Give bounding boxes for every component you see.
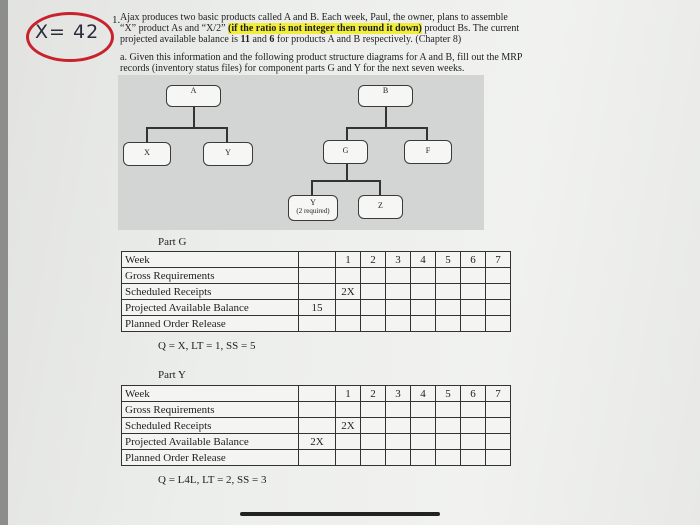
annotation-text: X= 42 bbox=[35, 21, 100, 43]
page-edge bbox=[0, 0, 8, 525]
initial-balance-cell: 2X bbox=[299, 434, 336, 450]
problem-line-2b: product Bs. The current bbox=[421, 23, 520, 34]
node-y: Y bbox=[203, 142, 253, 166]
scheduled-receipt-cell: 2X bbox=[336, 418, 361, 434]
product-structure-diagram bbox=[118, 75, 484, 230]
part-g-mrp-table: Week 1 2 3 4 5 6 7 Gross Requirements Scheduled Receipts 2X Projected Available Balance 15 Planned Order Release bbox=[121, 251, 511, 332]
initial-balance-cell: 15 bbox=[299, 300, 336, 316]
node-f: F bbox=[404, 140, 452, 164]
row-label-week: Week bbox=[122, 386, 299, 402]
part-y-params: Q = L4L, LT = 2, SS = 3 bbox=[158, 474, 267, 486]
problem-line-2 bbox=[120, 23, 519, 34]
problem-line-2a: “X” product As and “X/2” bbox=[120, 23, 229, 34]
row-label-por: Planned Order Release bbox=[122, 450, 299, 466]
row-label-gross: Gross Requirements bbox=[122, 268, 299, 284]
node-x: X bbox=[123, 142, 171, 166]
node-g: G bbox=[323, 140, 368, 164]
part-y-title: Part Y bbox=[158, 369, 187, 381]
problem-line-3b: and bbox=[249, 34, 270, 45]
handwritten-annotation bbox=[26, 12, 114, 62]
balance-b: 6 bbox=[269, 34, 275, 45]
part-g-params: Q = X, LT = 1, SS = 5 bbox=[158, 340, 256, 352]
row-label-week: Week bbox=[122, 252, 299, 268]
problem-number: 1. bbox=[112, 14, 121, 26]
node-a: A bbox=[166, 85, 221, 107]
problem-line-3c: for products A and B respectively. (Chapter 8) bbox=[274, 34, 462, 45]
scheduled-receipt-cell: 2X bbox=[336, 284, 361, 300]
part-a-line-1: a. Given this information and the following product structure diagrams for A and B, fill out the MRP bbox=[120, 52, 523, 63]
row-label-pab: Projected Available Balance bbox=[122, 434, 299, 450]
row-label-pab: Projected Available Balance bbox=[122, 300, 299, 316]
problem-line-1: Ajax produces two basic products called A and B. Each week, Paul, the owner, plans to assemble bbox=[120, 12, 508, 23]
problem-line-3 bbox=[120, 34, 461, 45]
scroll-indicator[interactable] bbox=[240, 512, 440, 516]
node-g-y: Y (2 required) bbox=[288, 195, 338, 221]
node-z: Z bbox=[358, 195, 403, 219]
part-g-title: Part G bbox=[158, 236, 187, 248]
row-label-scheduled: Scheduled Receipts bbox=[122, 418, 299, 434]
node-b: B bbox=[358, 85, 413, 107]
balance-a: 11 bbox=[240, 34, 250, 45]
row-label-scheduled: Scheduled Receipts bbox=[122, 284, 299, 300]
problem-line-3a: projected available balance is bbox=[120, 34, 241, 45]
row-label-gross: Gross Requirements bbox=[122, 402, 299, 418]
part-y-mrp-table: Week 1 2 3 4 5 6 7 Gross Requirements Scheduled Receipts 2X Projected Available Balance 2X Planned Order Release bbox=[121, 385, 511, 466]
row-label-por: Planned Order Release bbox=[122, 316, 299, 332]
highlighted-note: (if the ratio is not integer then round it down) bbox=[228, 23, 422, 34]
part-a-line-2: records (inventory status files) for component parts G and Y for the next seven weeks. bbox=[120, 63, 465, 74]
